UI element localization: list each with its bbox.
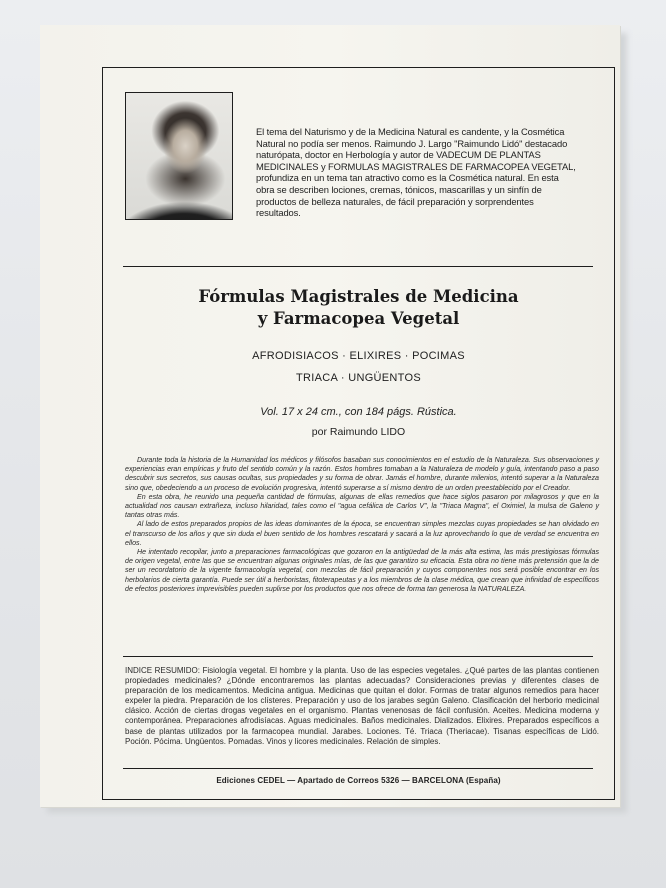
description-body [125, 456, 599, 594]
summary-index [125, 666, 599, 747]
index-label: INDICE RESUMIDO: [125, 666, 200, 675]
description-paragraph-4: He intentado recopilar, junto a preparaciones farmacológicas que gozaron en la antigüedad de la más alta estima, las más prestigiosas fórmulas de origen vegetal, entre las que se encuentran algunas originales mías, de las que garantizo su eficacia. Esta obra no tiene más pretensión que la de ser un recordatorio de la vigente farmacología vegetal, con mezclas de fácil preparación y cuyos componentes nos será posible encontrar en los herbolarios de cierta garantía. Puede ser útil a herboristas, fitoterapeutas y a los miembros de la clase médica, que crean que infinidad de específicos de efectos posteriores imprevisibles pueden suplirse por los productos que nos ofrece de forma tan generosa la NATURALEZA. [125, 548, 599, 593]
book-title [103, 286, 614, 330]
author-photo [125, 92, 233, 220]
volume-info: Vol. 17 x 24 cm., con 184 págs. Rústica. [260, 406, 457, 418]
subtitle-line-1: AFRODISIACOS · ELIXIRES · POCIMAS [252, 350, 465, 362]
divider-bottom [123, 768, 593, 769]
author-intro-text: El tema del Naturismo y de la Medicina Natural es candente, y la Cosmética Natural no podía ser menos. Raimundo J. Largo "Raimundo Lidó" destacado naturópata, doctor en Herbología y autor de VADECUM DE PLANTAS MEDICINALES y FORMULAS MAGISTRALES DE FARMACOPEA VEGETAL, profundiza en un tema tan atractivo como es la Cosmética natural. En esta obra se describen lociones, cremas, tónicos, mascarillas y un sinfín de productos de belleza naturales, de fácil preparación y sorprendentes resultados. [256, 126, 576, 219]
title-line-1: Fórmulas Magistrales de Medicina [198, 287, 519, 306]
description-paragraph-3: Al lado de estos preparados propios de las ideas dominantes de la época, se encuentran simples mezclas cuyas propiedades se han olvidado en el transcurso de los años y que sin duda el buen sentido de los hombres rescatará y sacará a la luz aprovechando lo que de verdad se encuentra en ellos. [125, 520, 599, 547]
cover-border-frame [102, 67, 615, 800]
title-line-2: y Farmacopea Vegetal [257, 309, 460, 328]
divider-top [123, 266, 593, 267]
author-line: por Raimundo LIDO [311, 426, 406, 438]
description-paragraph-2: En esta obra, he reunido una pequeña cantidad de fórmulas, algunas de ellas remedios que hace siglos pasaron por milagrosos y que en la actualidad nos causan extrañeza, incluso hilaridad, tales como el "agua cefálica de Carlos V", la "Triaca Magna", el Oximiel, la mulsa de Galeno y tantas otras más. [125, 492, 599, 520]
publisher-footer: Ediciones CEDEL — Apartado de Correos 5326 — BARCELONA (España) [216, 776, 501, 785]
index-text: Fisiología vegetal. El hombre y la planta. Uso de las especies vegetales. ¿Qué partes de las plantas contienen propiedades medicinales? ¿Dónde encontraremos las plantas adecuadas? Consideraciones previas y diferentes clases de preparación de los medicamentos. Medicina antigua. Medicinas que quitan el dolor. Formas de tratar algunos remedios para hacer expeler la piedra. Preparación de los clísteres. Preparación y uso de los jarabes según Galeno. Clasificación del herborio medicinal clásico. Acción de ciertas drogas vegetales en el organismo. Plantas venenosas de fácil confusión. Aceites. Medicina moderna y contemporánea. Preparaciones afrodisíacas. Aguas medicinales. Baños medicinales. Dializados. Elixires. Preparados específicos a base de plantas utilizados por la farmacopea mundial. Jarabes. Lociones. Té. Triaca (Theriacae). Tisanas específicas de Lidó. Poción. Pócima. Ungüentos. Pomadas. Vinos y licores medicinales. Relación de simples. [125, 666, 600, 746]
divider-middle [123, 656, 593, 657]
description-paragraph-1: Durante toda la historia de la Humanidad los médicos y filósofos basaban sus conocimientos en el estudio de la Naturaleza. Sus observaciones y experiencias eran empíricas y fruto del sentido común y la razón. Estos hombres tomaban a la Naturaleza de modelo y guía, intentando paso a paso descubrir sus secretos, sus causas ocultas, sus propiedades y su forma de obrar. Jamás el hombre, durante milenios, intentó superar a la Naturaleza sino que, obedeciendo a un proceso de evolución progresiva, intentó superarse a sí mismo dentro de un orden preestablecido por el Creador. [125, 456, 599, 492]
subtitle-line-2: TRIACA · UNGÜENTOS [296, 372, 421, 384]
book-back-cover [40, 25, 620, 807]
